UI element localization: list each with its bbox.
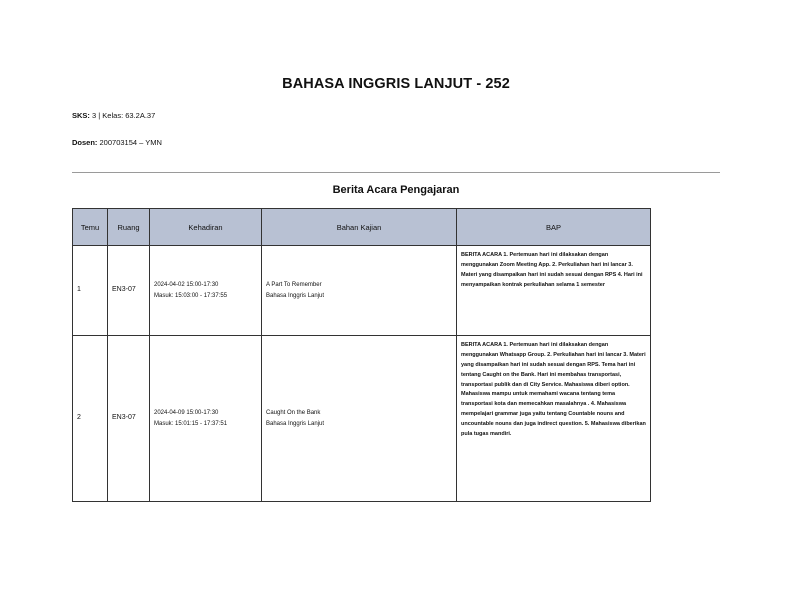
kehadiran-masuk: Masuk: 15:03:00 - 17:37:55 (154, 292, 228, 299)
cell-temu: 1 (73, 246, 108, 336)
bahan-topik: A Part To Remember (266, 282, 322, 288)
sks-kelas-value: 3 | Kelas: 63.2A.37 (92, 111, 156, 120)
sks-kelas-line (72, 111, 155, 120)
bahan-matakuliah: Bahasa Inggris Lanjut (266, 420, 325, 427)
kehadiran-jadwal: 2024-04-02 15:00-17:30 (154, 282, 219, 288)
col-header-bahan-kajian: Bahan Kajian (262, 209, 457, 246)
cell-bahan-kajian (262, 336, 457, 502)
cell-bahan-kajian (262, 246, 457, 336)
cell-temu: 2 (73, 336, 108, 502)
table-row (73, 336, 651, 502)
bahan-topik: Caught On the Bank (266, 410, 321, 416)
kehadiran-masuk: Masuk: 15:01:15 - 17:37:51 (154, 420, 228, 427)
col-header-bap: BAP (457, 209, 651, 246)
col-header-ruang: Ruang (108, 209, 150, 246)
table-row (73, 246, 651, 336)
kehadiran-jadwal: 2024-04-09 15:00-17:30 (154, 410, 219, 416)
bap-table (72, 208, 651, 502)
cell-ruang: EN3-07 (108, 336, 150, 502)
cell-ruang: EN3-07 (108, 246, 150, 336)
col-header-kehadiran: Kehadiran (150, 209, 262, 246)
page-title: BAHASA INGGRIS LANJUT - 252 (282, 76, 510, 92)
col-header-temu: Temu (73, 209, 108, 246)
cell-bap: BERITA ACARA 1. Pertemuan hari ini dilaksakan dengan menggunakan Zoom Meeting App. 2. Perkuliahan hari ini lancar 3. Materi yang disampaikan hari ini sudah sesuai dengan RPS 4. Hari ini menyampaikan kontrak perkuliahan selama 1 semester (457, 246, 651, 336)
cell-bap: BERITA ACARA 1. Pertemuan hari ini dilaksakan dengan menggunakan Whatsapp Group. 2. Perkuliahan hari ini lancar 3. Materi yang disampaikan hari ini sudah sesuai dengan RPS. Tema hari ini tentang Caught on the Bank. Hari ini membahas transportasi, transportasi publik dan di City Service. Mahasiswa diberi option. Mahasiswa mampu untuk memahami wacana tentang tema transportasi kota dan memecahkan masalahnya . 4. Mahasiswa mempelajari grammar juga yaitu tentang Countable nouns and uncountable nouns dan juga indirect question. 5. Mahasiswa diberikan pula tugas mandiri. (457, 336, 651, 502)
section-title: Berita Acara Pengajaran (332, 184, 460, 196)
dosen-value: 200703154 – YMN (99, 138, 162, 147)
cell-kehadiran (150, 246, 262, 336)
table-header-row (73, 209, 651, 246)
bahan-matakuliah: Bahasa Inggris Lanjut (266, 292, 325, 299)
cell-kehadiran (150, 336, 262, 502)
divider (72, 172, 720, 173)
sks-label: SKS: (72, 111, 90, 120)
dosen-line (72, 138, 162, 147)
dosen-label: Dosen: (72, 138, 98, 147)
